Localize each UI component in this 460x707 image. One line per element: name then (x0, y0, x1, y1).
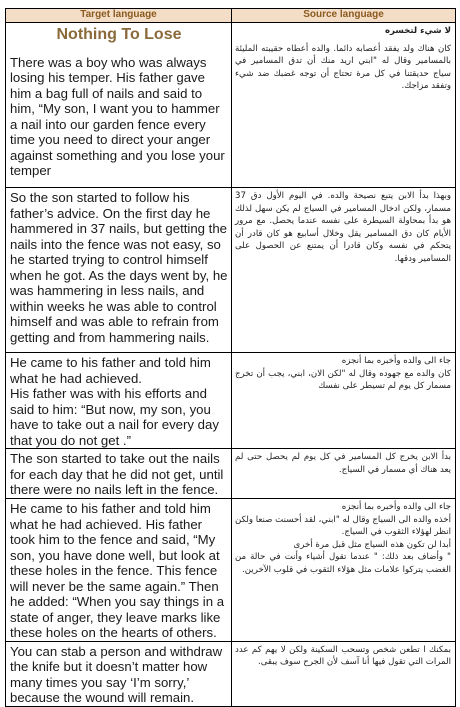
header-row (6, 9, 456, 23)
header-target-language: Target language (6, 9, 232, 23)
source-text: بدأ الابن يخرج كل المسامير في كل يوم لم يحصل حتى لم يعد هناك أي مسمار في السياج. (235, 452, 451, 475)
table-row (6, 188, 456, 353)
source-cell (232, 353, 456, 449)
header-source-language: Source language (232, 9, 456, 23)
source-cell (232, 499, 456, 642)
table-row (6, 353, 456, 449)
source-text: جاء الى والده وأخبره بما أنجزه أخذه والده الى السياج وقال له "ابني، لقد أحسنت صنعا ولكن انظر لهؤلاء الثقوب في السياج. أبدا لن تكون هذه السياج مثل قبل مرة أخرى " وأضاف بعد ذلك: " عندما تقول أشياء وأنت في حالة من الغضب يتركوا علامات مثل هؤلاء الثقوب في قلوب الآخرين. (235, 502, 451, 575)
source-text: كان هناك ولد يفقد أعصابه دائما. والده أعطاه حقيبته المليئة بالمسامير وقال له "ابني اريد منك أن تدق المسامير في سياج حديقتنا في كل مرة تحتاج أن توجه غضبك ضد شيء وتفقد مزاجك. (235, 43, 451, 91)
story-title: Nothing To Lose (56, 26, 182, 43)
target-cell (6, 188, 232, 353)
target-cell (6, 499, 232, 642)
target-cell (6, 449, 232, 499)
target-cell (6, 23, 232, 188)
translation-page (5, 8, 455, 707)
target-text: There was a boy who was always losing his temper. His father gave him a bag full of nails and said to him, “My son, I want you to hammer a nail into our garden fence every time you need to direct your anger against something and you lose your temper (10, 54, 225, 178)
source-text: بمكنك ا تطعن شخص وتسحب السكينة ولكن لا يهم كم عدد المرات التي تقول فيها أنا آسف لأن الجرح سوف يبقى. (235, 644, 451, 667)
source-cell (232, 449, 456, 499)
translation-table (5, 8, 456, 707)
target-text: The son started to take out the nails for each day that he did not get, until there were no nails left in the fence. (10, 451, 224, 497)
target-text: So the son started to follow his father’s advice. On the first day he hammered in 37 nails, but getting the nails into the fence was not easy, so he started trying to control himself when he got. As the days went by, he was hammering in less nails, and within weeks he was able to control himself and was able to refrain from getting and from hammering nails. (10, 190, 228, 345)
target-text: He came to his father and told him what he had achieved. His father was with his efforts and said to him: “But now, my son, you have to take out a nail for every day that you do not get .” (10, 355, 219, 448)
target-cell (6, 353, 232, 449)
source-text: وبهذا بدأ الابن يتبع نصيحة والده. في اليوم الأول دق 37 مسمار، ولكن ادخال المسامير في السياج لم يكن سهل لذلك هو بدأ بمحاولة السيطرة على نفسه عندما يحصل. مع مرور الأيام كان دق المسامير يقل وخلال أسابيع هو كان قادر أن يتحكم في نفسه وكان قادرا أن يمتنع عن الحصول على المسامير ودقها. (235, 191, 451, 264)
source-cell (232, 641, 456, 706)
target-text: He came to his father and told him what he had achieved. His father took him to the fence and said, “My son, you have done well, but look at these holes in the fence. This fence will never be the same again.” Then he added: “When you say things in a state of anger, they leave marks like these holes on the hearts of others. (10, 501, 225, 640)
source-cell (232, 188, 456, 353)
source-text: جاء الى والده وأخبره بما أنجزه كان والده مع جهوده وقال له "لكن الان، ابني، يجب أن تخرج مسمار كل يوم لم تسيطر على نفسك (235, 356, 451, 391)
table-row (6, 23, 456, 188)
table-row (6, 499, 456, 642)
target-text: You can stab a person and withdraw the knife but it doesn’t matter how many times you say ‘I’m sorry,’ because the wound will remain. (10, 643, 223, 705)
story-title-arabic: لا شيء لتخسره (384, 26, 451, 36)
table-row (6, 641, 456, 706)
source-cell (232, 23, 456, 188)
target-cell (6, 641, 232, 706)
table-row (6, 449, 456, 499)
